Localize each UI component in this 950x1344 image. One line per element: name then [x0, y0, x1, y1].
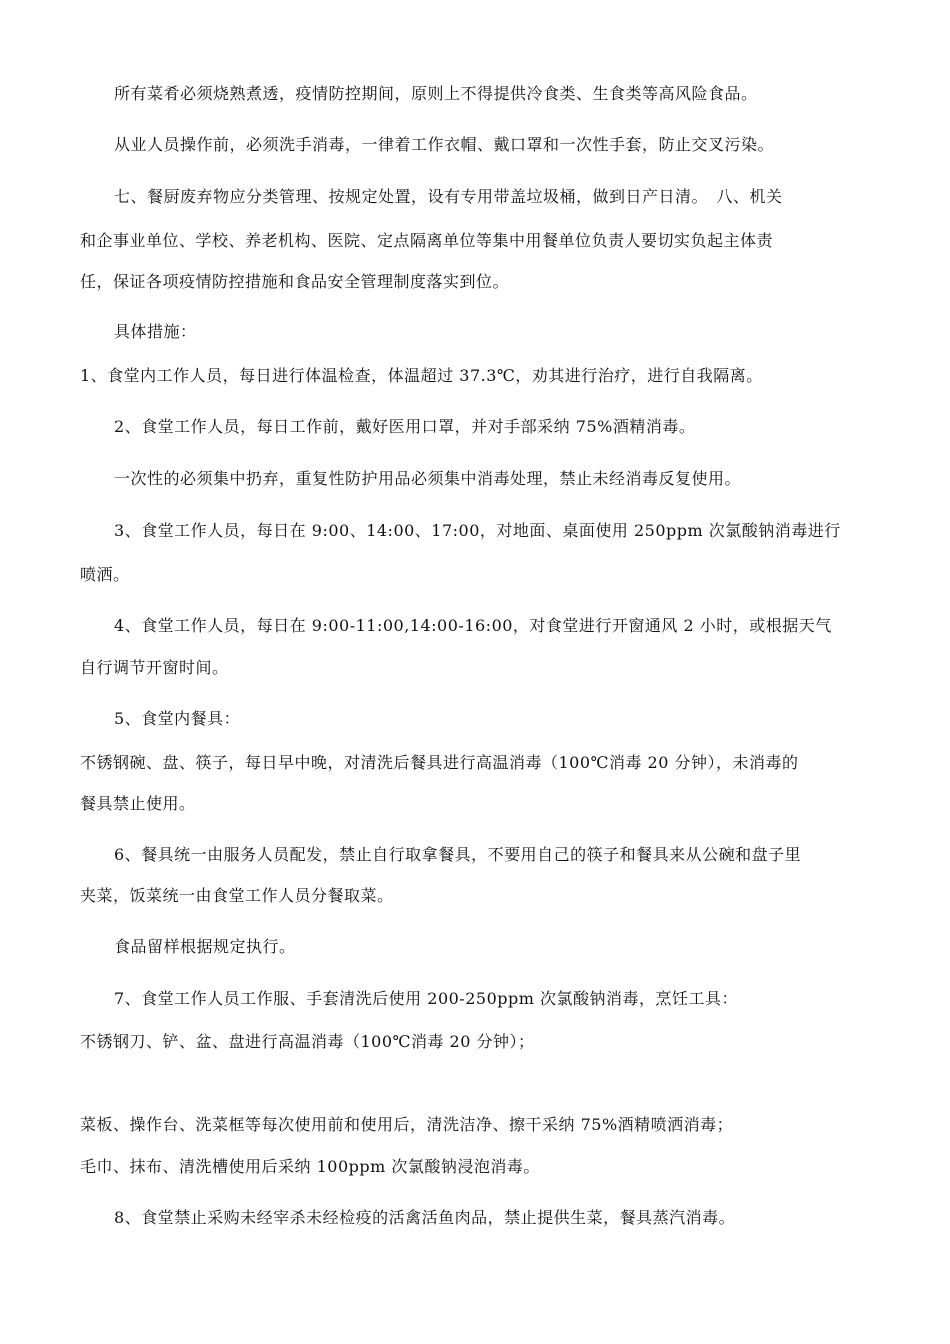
- text-line: 7、食堂工作人员工作服、手套清洗后使用 200-250ppm 次氯酸钠消毒，烹饪工具：: [114, 989, 738, 1008]
- text-line: 3、食堂工作人员，每日在 9:00、14:00、17:00，对地面、桌面使用 250ppm 次氯酸钠消毒进行: [114, 521, 841, 540]
- text-line: 食品留样根据规定执行。: [114, 937, 296, 956]
- text-line: 不锈钢刀、铲、盆、盘进行高温消毒（100℃消毒 20 分钟）；: [80, 1032, 535, 1051]
- text-line: 6、餐具统一由服务人员配发，禁止自行取拿餐具，不要用自己的筷子和餐具来从公碗和盘子里: [114, 845, 802, 864]
- text-line: 一次性的必须集中扔弃，重复性防护用品必须集中消毒处理，禁止未经消毒反复使用。: [114, 469, 742, 488]
- text-line: 具体措施：: [114, 322, 197, 341]
- text-line: 5、食堂内餐具：: [114, 709, 241, 728]
- text-line: 1、食堂内工作人员，每日进行体温检查，体温超过 37.3℃，劝其进行治疗，进行自我隔离。: [80, 366, 763, 385]
- text-line: 夹菜，饭菜统一由食堂工作人员分餐取菜。: [80, 886, 394, 905]
- text-line: 和企事业单位、学校、养老机构、医院、定点隔离单位等集中用餐单位负责人要切实负起主体责: [80, 231, 774, 250]
- text-line: 毛巾、抹布、清洗槽使用后采纳 100ppm 次氯酸钠浸泡消毒。: [80, 1157, 540, 1176]
- text-line: 自行调节开窗时间。: [80, 658, 229, 677]
- text-line: 菜板、操作台、洗菜框等每次使用前和使用后，清洗洁净、擦干采纳 75%酒精喷洒消毒；: [80, 1115, 734, 1134]
- text-line: 2、食堂工作人员，每日工作前，戴好医用口罩，并对手部采纳 75%酒精消毒。: [114, 417, 696, 436]
- text-line: 七、餐厨废弃物应分类管理、按规定处置，设有专用带盖垃圾桶，做到日产日清。 八、机关: [114, 187, 783, 206]
- text-line: 餐具禁止使用。: [80, 794, 196, 813]
- text-line: 任，保证各项疫情防控措施和食品安全管理制度落实到位。: [80, 272, 510, 291]
- text-line: 4、食堂工作人员，每日在 9:00-11:00,14:00-16:00，对食堂进行开窗通风 2 小时，或根据天气: [114, 616, 832, 635]
- text-line: 喷洒。: [80, 565, 130, 584]
- text-line: 8、食堂禁止采购未经宰杀未经检疫的活禽活鱼肉品，禁止提供生菜，餐具蒸汽消毒。: [114, 1208, 736, 1227]
- text-line: 所有菜肴必须烧熟煮透，疫情防控期间，原则上不得提供冷食类、生食类等高风险食品。: [114, 84, 758, 103]
- text-line: 不锈钢碗、盘、筷子，每日早中晚，对清洗后餐具进行高温消毒（100℃消毒 20 分钟），未消毒的: [80, 753, 799, 772]
- text-line: 从业人员操作前，必须洗手消毒，一律着工作衣帽、戴口罩和一次性手套，防止交叉污染。: [114, 135, 775, 154]
